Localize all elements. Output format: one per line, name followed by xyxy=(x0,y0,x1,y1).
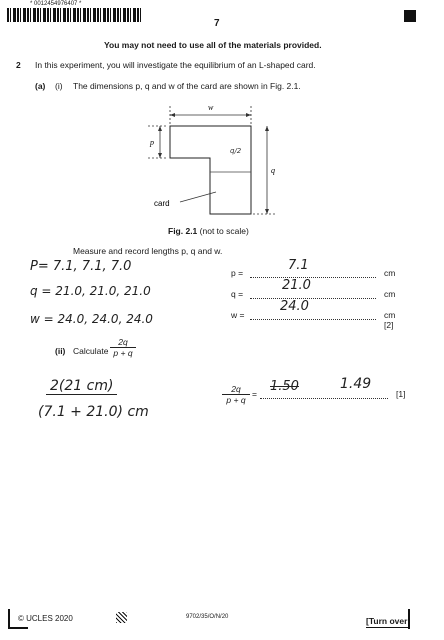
card-pointer xyxy=(180,192,216,202)
result-fraction: 2q p + q xyxy=(222,384,250,405)
qr-code-icon xyxy=(116,612,127,623)
handwritten-w-readings: w = 24.0, 24.0, 24.0 xyxy=(30,312,153,326)
figure-caption: Fig. 2.1 (not to scale) xyxy=(168,226,249,236)
barcode-number: * 0012454976407 * xyxy=(30,1,82,7)
handwritten-q-readings: q = 21.0, 21.0, 21.0 xyxy=(30,284,151,298)
p-answer-value: 7.1 xyxy=(288,258,309,273)
corner-mark-left xyxy=(8,627,28,629)
fraction-2q-over-p-plus-q: 2q p + q xyxy=(110,337,136,358)
q-answer-value: 21.0 xyxy=(282,278,311,293)
paper-code: 9702/35/O/N/20 xyxy=(186,614,229,620)
question-number: 2 xyxy=(16,60,21,70)
label-q-half: q/2 xyxy=(230,147,242,155)
part-ii-label: (ii) xyxy=(55,346,66,356)
page-number: 7 xyxy=(214,18,220,29)
p-answer-label: p = xyxy=(231,268,244,278)
result-answer-value: 1.49 xyxy=(340,376,372,392)
corner-marker xyxy=(404,10,416,22)
crossed-out-answer: 1.50 xyxy=(270,379,299,394)
label-p: p xyxy=(150,138,154,147)
w-answer-value: 24.0 xyxy=(280,299,309,314)
handwritten-p-readings: P= 7.1, 7.1, 7.0 xyxy=(30,259,132,274)
label-card: card xyxy=(154,199,170,208)
w-unit: cm xyxy=(384,310,396,320)
part-i-label: (i) xyxy=(55,81,63,91)
label-w: w xyxy=(208,103,214,112)
question-intro: In this experiment, you will investigate the equilibrium of an L-shaped card. xyxy=(35,60,316,70)
part-a-label: (a) xyxy=(35,81,46,91)
handwritten-calc-denominator: (7.1 + 21.0) cm xyxy=(38,404,149,420)
part-i-text: The dimensions p, q and w of the card are shown in Fig. 2.1. xyxy=(73,81,301,91)
label-q: q xyxy=(271,166,275,175)
materials-notice: You may not need to use all of the materials provided. xyxy=(104,40,322,50)
handwritten-calc-numerator: 2(21 cm) xyxy=(46,378,117,395)
q-answer-line xyxy=(250,289,376,299)
turn-over: [Turn over xyxy=(366,616,408,626)
measure-instruction: Measure and record lengths p, q and w. xyxy=(73,246,223,256)
q-unit: cm xyxy=(384,289,396,299)
q-answer-label: q = xyxy=(231,289,244,299)
barcode xyxy=(7,8,142,22)
w-answer-line xyxy=(250,310,376,320)
l-card-outline xyxy=(170,126,251,214)
turn-over-underline xyxy=(366,627,410,628)
marks-part-a: [2] xyxy=(384,320,394,330)
copyright: © UCLES 2020 xyxy=(18,614,73,623)
w-answer-label: w = xyxy=(231,310,245,320)
figure-l-card xyxy=(140,98,290,223)
p-answer-line xyxy=(250,268,376,278)
p-unit: cm xyxy=(384,268,396,278)
part-ii-text: Calculate xyxy=(73,346,109,356)
marks-part-b: [1] xyxy=(396,389,406,399)
